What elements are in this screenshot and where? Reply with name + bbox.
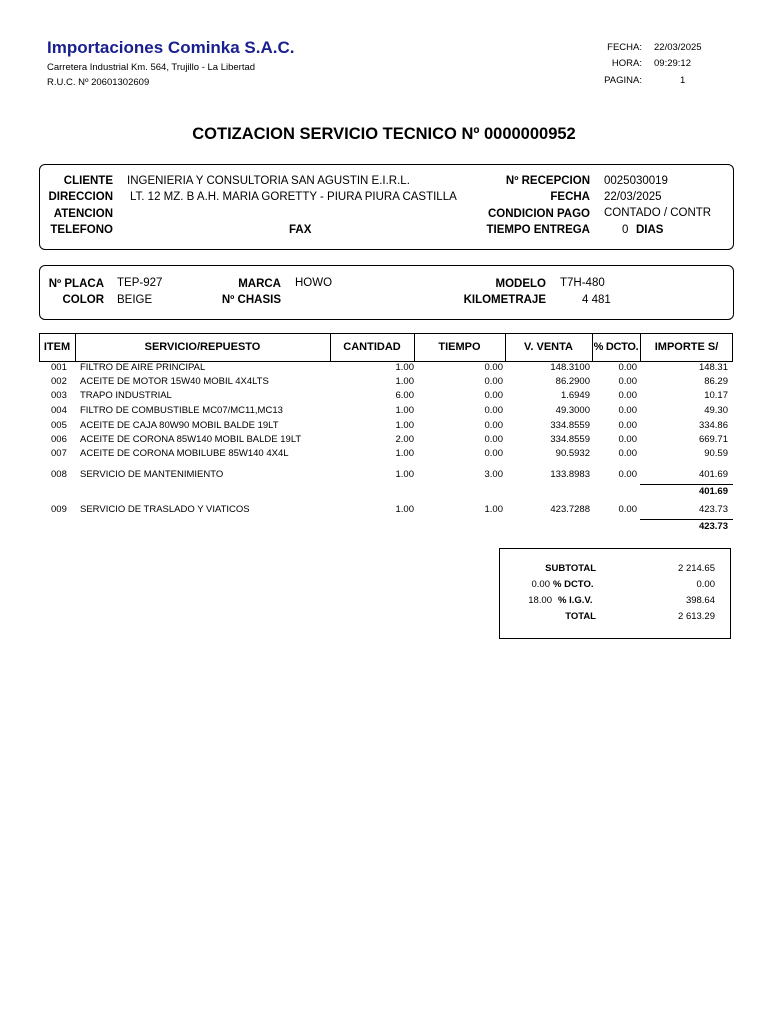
item-importe: 10.17: [704, 390, 728, 401]
tiempo-entrega-unit: DIAS: [636, 224, 664, 236]
item-code: 003: [51, 390, 67, 401]
item-importe: 90.59: [704, 448, 728, 459]
fecha-value: 22/03/2025: [654, 42, 702, 53]
cliente-value: INGENIERIA Y CONSULTORIA SAN AGUSTIN E.I.R.L.: [127, 175, 410, 187]
total-value: 2 613.29: [678, 611, 715, 622]
total-label: TOTAL: [565, 611, 596, 622]
item-cantidad: 1.00: [395, 448, 414, 459]
item-v-venta: 334.8559: [550, 434, 590, 445]
color-label: COLOR: [62, 294, 104, 306]
item-importe: 334.86: [698, 420, 728, 431]
item-dcto: 0.00: [618, 420, 637, 431]
recepcion-value: 0025030019: [604, 175, 668, 187]
item-code: 002: [51, 376, 67, 387]
item-v-venta: 133.8983: [550, 469, 590, 480]
item-description: FILTRO DE COMBUSTIBLE MC07/MC11,MC13: [80, 405, 283, 416]
item-code: 007: [51, 448, 67, 459]
recepcion-label: Nº RECEPCION: [505, 175, 590, 187]
item-v-venta: 334.8559: [550, 420, 590, 431]
item-dcto: 0.00: [618, 362, 637, 373]
item-v-venta: 90.5932: [555, 448, 590, 459]
item-description: ACEITE DE CAJA 80W90 MOBIL BALDE 19LT: [80, 420, 279, 431]
modelo-value: T7H-480: [560, 277, 605, 289]
client-fecha-label: FECHA: [550, 191, 590, 203]
item-dcto: 0.00: [618, 376, 637, 387]
item-tiempo: 0.00: [484, 376, 503, 387]
document-title: COTIZACION SERVICIO TECNICO Nº 0000000952: [192, 125, 576, 143]
color-value: BEIGE: [117, 294, 153, 306]
marca-label: MARCA: [238, 278, 281, 290]
igv-value: 398.64: [685, 595, 715, 606]
item-v-venta: 148.3100: [550, 362, 590, 373]
placa-label: Nº PLACA: [48, 278, 104, 290]
tiempo-entrega-value: 0: [622, 224, 629, 236]
item-importe: 423.73: [698, 504, 728, 515]
item-code: 004: [51, 405, 67, 416]
item-cantidad: 2.00: [395, 434, 414, 445]
item-description: ACEITE DE CORONA MOBILUBE 85W140 4X4L: [80, 448, 289, 459]
subtotal-value: 2 214.65: [678, 563, 715, 574]
item-tiempo: 3.00: [484, 469, 503, 480]
kilometraje-label: KILOMETRAJE: [463, 294, 546, 306]
direccion-value: LT. 12 MZ. B A.H. MARIA GORETTY - PIURA PIURA CASTILLA: [130, 191, 457, 203]
item-dcto: 0.00: [618, 405, 637, 416]
item-v-venta: 423.7288: [550, 504, 590, 515]
item-code: 001: [51, 362, 67, 373]
marca-value: HOWO: [295, 277, 333, 289]
chasis-label: Nº CHASIS: [221, 294, 281, 306]
item-cantidad: 1.00: [395, 420, 414, 431]
telefono-label: TELEFONO: [50, 224, 113, 236]
item-code: 006: [51, 434, 67, 445]
modelo-label: MODELO: [495, 278, 546, 290]
item-dcto: 0.00: [618, 434, 637, 445]
atencion-label: ATENCION: [53, 208, 113, 220]
header-item: ITEM: [43, 341, 71, 353]
item-importe: 669.71: [698, 434, 728, 445]
condicion-pago-label: CONDICION PAGO: [487, 208, 590, 220]
igv-label: % I.G.V.: [558, 595, 593, 606]
dcto-label: % DCTO.: [553, 579, 594, 590]
item-cantidad: 1.00: [395, 469, 414, 480]
subtotal-separator: [640, 484, 733, 485]
item-cantidad: 1.00: [395, 405, 414, 416]
placa-value: TEP-927: [117, 277, 163, 289]
header-importe: IMPORTE S/: [654, 341, 719, 353]
totals-box: [499, 548, 731, 639]
item-code: 009: [51, 504, 67, 515]
item-tiempo: 0.00: [484, 434, 503, 445]
item-code: 005: [51, 420, 67, 431]
item-dcto: 0.00: [618, 390, 637, 401]
item-dcto: 0.00: [618, 448, 637, 459]
subtotal-label: SUBTOTAL: [545, 563, 596, 574]
item-importe: 86.29: [704, 376, 728, 387]
item-tiempo: 0.00: [484, 448, 503, 459]
item-description: ACEITE DE CORONA 85W140 MOBIL BALDE 19LT: [80, 434, 302, 445]
tiempo-entrega-label: TIEMPO ENTREGA: [486, 224, 590, 236]
item-cantidad: 1.00: [395, 362, 414, 373]
item-tiempo: 1.00: [484, 504, 503, 515]
item-description: FILTRO DE AIRE PRINCIPAL: [80, 362, 206, 373]
header-v-venta: V. VENTA: [524, 341, 573, 353]
direccion-label: DIRECCION: [48, 191, 113, 203]
group-subtotal-009: 423.73: [698, 521, 728, 532]
item-v-venta: 1.6949: [560, 390, 590, 401]
item-dcto: 0.00: [618, 469, 637, 480]
item-importe: 49.30: [704, 405, 728, 416]
header-cantidad: CANTIDAD: [343, 341, 401, 353]
fecha-label: FECHA:: [607, 42, 642, 53]
item-cantidad: 6.00: [395, 390, 414, 401]
kilometraje-value: 4 481: [582, 294, 611, 306]
item-description: TRAPO INDUSTRIAL: [80, 390, 172, 401]
subtotal-separator: [640, 519, 733, 520]
group-subtotal-008: 401.69: [698, 486, 728, 497]
item-importe: 401.69: [698, 469, 728, 480]
header-tiempo: TIEMPO: [438, 341, 481, 353]
fax-label: FAX: [289, 224, 312, 236]
item-tiempo: 0.00: [484, 362, 503, 373]
company-address: Carretera Industrial Km. 564, Trujillo - La Libertad: [47, 62, 256, 73]
item-code: 008: [51, 469, 67, 480]
item-cantidad: 1.00: [395, 376, 414, 387]
vehicle-info-box: [39, 265, 734, 320]
dcto-value: 0.00: [696, 579, 715, 590]
condicion-pago-value: CONTADO / CONTR: [604, 207, 712, 219]
item-tiempo: 0.00: [484, 405, 503, 416]
hora-value: 09:29:12: [654, 58, 691, 69]
header-dcto: % DCTO.: [593, 341, 639, 353]
item-dcto: 0.00: [618, 504, 637, 515]
dcto-rate: 0.00: [531, 579, 550, 590]
item-description: ACEITE DE MOTOR 15W40 MOBIL 4X4LTS: [80, 376, 269, 387]
hora-label: HORA:: [611, 58, 642, 69]
item-description: SERVICIO DE TRASLADO Y VIATICOS: [80, 504, 250, 515]
item-tiempo: 0.00: [484, 390, 503, 401]
igv-rate: 18.00: [528, 595, 552, 606]
pagina-label: PAGINA:: [604, 75, 642, 86]
item-cantidad: 1.00: [395, 504, 414, 515]
client-fecha-value: 22/03/2025: [604, 191, 662, 203]
company-name: Importaciones Cominka S.A.C.: [47, 38, 295, 57]
item-v-venta: 49.3000: [555, 405, 590, 416]
cliente-label: CLIENTE: [63, 175, 113, 187]
pagina-value: 1: [680, 75, 686, 86]
header-servicio: SERVICIO/REPUESTO: [144, 341, 261, 353]
item-description: SERVICIO DE MANTENIMIENTO: [80, 469, 224, 480]
company-ruc: R.U.C. Nº 20601302609: [47, 77, 150, 88]
item-v-venta: 86.2900: [555, 376, 590, 387]
item-tiempo: 0.00: [484, 420, 503, 431]
item-importe: 148.31: [698, 362, 728, 373]
